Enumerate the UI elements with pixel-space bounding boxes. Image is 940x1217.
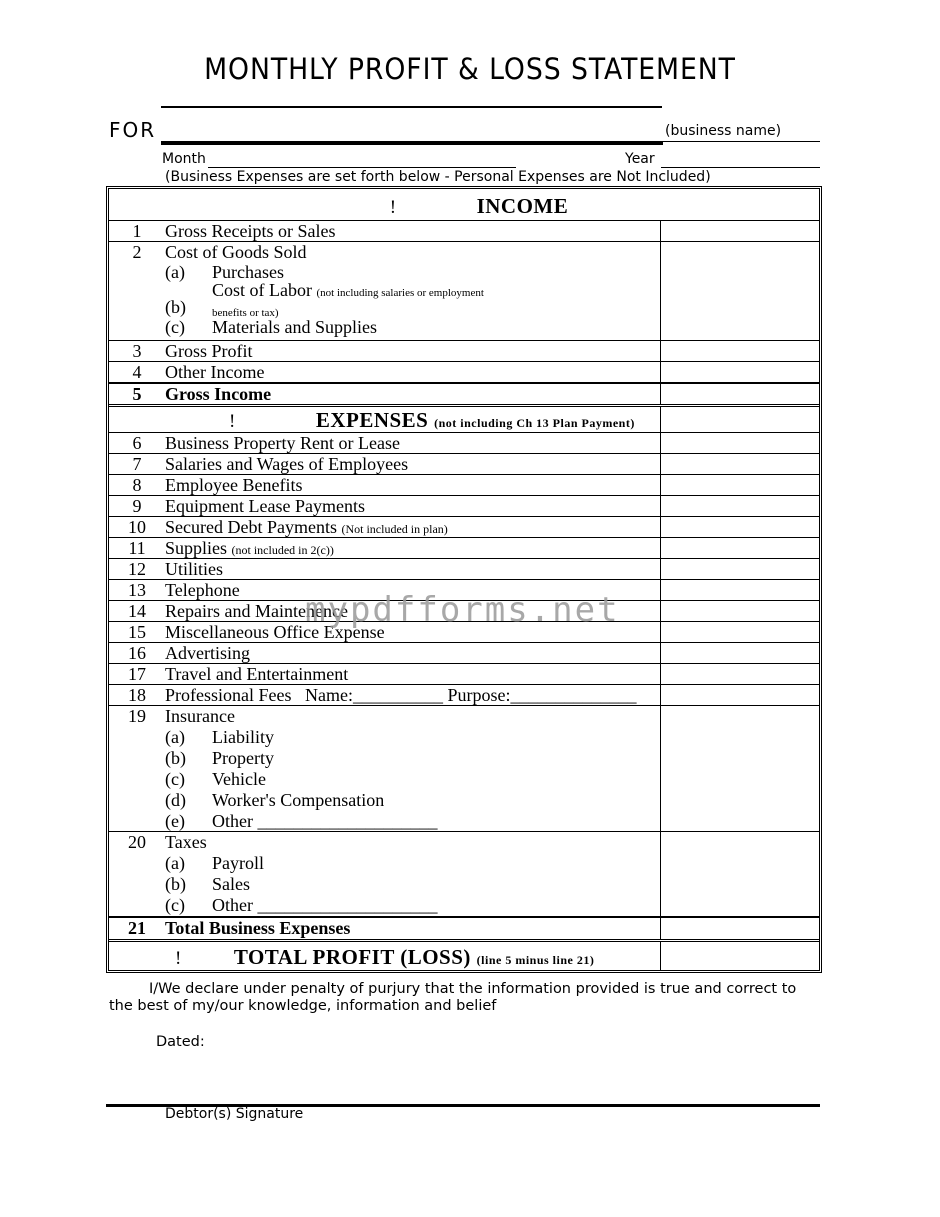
- amount-cell[interactable]: [661, 341, 819, 361]
- line-label: Gross Receipts or Sales: [165, 221, 661, 241]
- amount-cell[interactable]: [661, 685, 819, 705]
- table-row: [109, 495, 819, 516]
- table-row: [109, 684, 819, 705]
- list-item: (a) Payroll: [165, 853, 264, 873]
- list-item: (d) Worker's Compensation: [165, 790, 385, 810]
- expenses-heading-note: (not including Ch 13 Plan Payment): [434, 416, 635, 430]
- line-label: Cost of Goods Sold: [165, 242, 307, 262]
- amount-cell[interactable]: [661, 706, 819, 831]
- table-row: [109, 516, 819, 537]
- list-item: (c) Vehicle: [165, 769, 266, 789]
- table-row: [109, 705, 819, 831]
- line-number: 15: [128, 622, 146, 642]
- total-row: [109, 939, 819, 970]
- line-number: 1: [132, 221, 142, 241]
- line-note: (not included in 2(c)): [231, 543, 334, 557]
- table-row: [109, 537, 819, 558]
- line-label: Supplies: [165, 538, 228, 558]
- line-label: Employee Benefits: [165, 475, 303, 495]
- line-label: Taxes: [165, 832, 207, 852]
- title-underline: [161, 106, 662, 108]
- line-number: 5: [132, 384, 142, 404]
- amount-cell[interactable]: [661, 832, 819, 916]
- line-number: 9: [132, 496, 142, 516]
- list-item: (a) Liability: [165, 727, 274, 747]
- signature-label: Debtor(s) Signature: [165, 1106, 304, 1122]
- income-marker: !: [389, 197, 397, 218]
- total-marker: !: [175, 948, 182, 969]
- line-number: 18: [128, 685, 146, 705]
- declaration-text: I/We declare under penalty of purjury that the information provided is true and correct to the best of my/our knowledge, information and belief: [109, 981, 797, 1014]
- month-field[interactable]: [208, 167, 516, 168]
- for-label: FOR: [109, 118, 157, 142]
- amount-cell[interactable]: [661, 601, 819, 621]
- table-row: [109, 916, 819, 939]
- amount-cell[interactable]: [661, 242, 819, 340]
- line-label: Gross Income: [165, 384, 661, 404]
- table-row: [109, 361, 819, 382]
- line-number: 14: [128, 601, 146, 621]
- line-label: Telephone: [165, 580, 240, 600]
- line-number: 11: [128, 538, 146, 558]
- line-label: Advertising: [165, 643, 250, 663]
- line-label: Miscellaneous Office Expense: [165, 622, 385, 642]
- month-label: Month: [162, 151, 206, 167]
- line-number: 12: [128, 559, 146, 579]
- table-row: [109, 663, 819, 684]
- amount-cell[interactable]: [661, 362, 819, 382]
- amount-cell[interactable]: [661, 454, 819, 474]
- line-label: Equipment Lease Payments: [165, 496, 365, 516]
- expenses-note: (Business Expenses are set forth below - Personal Expenses are Not Included): [165, 169, 711, 185]
- line-number: 6: [132, 433, 142, 453]
- amount-cell[interactable]: [661, 384, 819, 404]
- amount-cell[interactable]: [661, 433, 819, 453]
- line-number: 8: [132, 475, 142, 495]
- line-number: 7: [132, 454, 142, 474]
- table-row: [109, 340, 819, 361]
- list-item: (b) Property: [165, 748, 274, 768]
- line-number: 17: [128, 664, 146, 684]
- line-label: Secured Debt Payments: [165, 517, 337, 537]
- dated-label: Dated:: [156, 1034, 205, 1050]
- amount-cell[interactable]: [661, 221, 819, 241]
- income-header-row: [109, 189, 819, 220]
- line-label: Travel and Entertainment: [165, 664, 349, 684]
- line-number: 2: [132, 242, 142, 262]
- business-name-label: (business name): [665, 123, 782, 139]
- total-amount-cell[interactable]: [661, 942, 819, 970]
- income-heading: INCOME: [476, 194, 569, 218]
- year-label: Year: [625, 151, 655, 167]
- amount-cell[interactable]: [661, 475, 819, 495]
- amount-cell[interactable]: [661, 643, 819, 663]
- amount-cell[interactable]: [661, 918, 819, 939]
- line-number: 3: [132, 341, 142, 361]
- list-item: (c) Materials and Supplies: [165, 317, 377, 337]
- line-label: Gross Profit: [165, 341, 661, 361]
- business-name-line[interactable]: [161, 141, 663, 145]
- table-row: [109, 474, 819, 495]
- table-row: [109, 831, 819, 916]
- line-number: 20: [128, 832, 146, 852]
- total-label: TOTAL PROFIT (LOSS): [233, 945, 471, 969]
- line-number: 4: [132, 362, 142, 382]
- table-row: [109, 220, 819, 241]
- watermark: mypdfforms.net: [305, 590, 620, 630]
- list-item: (e) Other ____________________: [165, 811, 438, 831]
- line-number: 13: [128, 580, 146, 600]
- list-item: (b) Sales: [165, 874, 250, 894]
- line-label: Utilities: [165, 559, 223, 579]
- expenses-header-row: [109, 404, 819, 432]
- amount-cell[interactable]: [661, 496, 819, 516]
- table-row: [109, 432, 819, 453]
- amount-cell[interactable]: [661, 559, 819, 579]
- line-label: Professional Fees Name:__________ Purpose:______________: [165, 685, 637, 705]
- year-field[interactable]: [661, 167, 820, 168]
- expenses-marker: !: [229, 411, 236, 432]
- list-item: (c) Other ____________________: [165, 895, 438, 915]
- line-label: Other Income: [165, 362, 661, 382]
- line-number: 10: [128, 517, 146, 537]
- line-label: Total Business Expenses: [165, 918, 661, 939]
- table-row: [109, 453, 819, 474]
- business-name-line-right: [663, 141, 820, 142]
- line-number: 21: [128, 918, 146, 938]
- page-title: MONTHLY PROFIT & LOSS STATEMENT: [204, 52, 736, 86]
- amount-cell[interactable]: [661, 517, 819, 537]
- line-number: 16: [128, 643, 146, 663]
- amount-cell[interactable]: [661, 580, 819, 600]
- total-note: (line 5 minus line 21): [476, 953, 595, 967]
- table-row: [109, 241, 819, 340]
- amount-cell[interactable]: [661, 538, 819, 558]
- line-number: 19: [128, 706, 146, 726]
- line-note: (Not included in plan): [341, 522, 448, 536]
- table-row: [109, 382, 819, 404]
- table-row: [109, 558, 819, 579]
- line-label: Repairs and Maintenence: [165, 601, 348, 621]
- list-item: (b) Cost of Labor (not including salaries or employment benefits or tax): [165, 280, 484, 319]
- line-label: Insurance: [165, 706, 235, 726]
- list-item: (a) Purchases: [165, 262, 284, 282]
- amount-cell[interactable]: [661, 664, 819, 684]
- line-label: Business Property Rent or Lease: [165, 433, 400, 453]
- profit-loss-table: [106, 186, 822, 973]
- table-row: [109, 642, 819, 663]
- line-label: Salaries and Wages of Employees: [165, 454, 409, 474]
- expenses-heading: EXPENSES: [315, 408, 429, 432]
- amount-cell[interactable]: [661, 622, 819, 642]
